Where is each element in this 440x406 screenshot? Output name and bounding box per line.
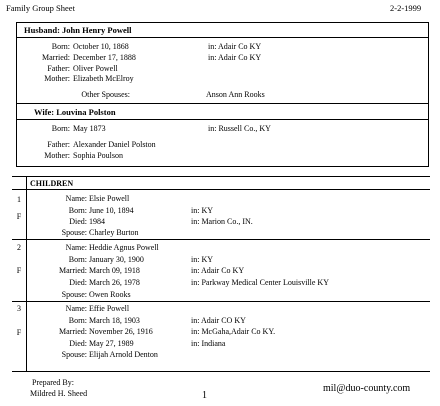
child-2-born-place: in: KY (191, 255, 213, 264)
page-number: 1 (202, 390, 207, 401)
child-2-born-label: Born: (68, 255, 87, 264)
child-2-born: January 30, 1900 (89, 255, 144, 264)
wife-father-label: Father: (47, 140, 70, 149)
husband-born-value: October 10, 1868 (73, 42, 129, 51)
child-1-name-label: Name: (65, 194, 87, 203)
child-1-number: 1 (17, 195, 21, 204)
children-header-rule (12, 189, 430, 190)
child-2-sex: F (16, 266, 22, 275)
children-number-column-rule (26, 176, 27, 372)
child-2-number: 2 (17, 243, 21, 252)
prepared-by-label: Prepared By: (32, 378, 74, 387)
husband-father-value: Oliver Powell (73, 64, 118, 73)
child-2-married-place: in: Adair Co KY (191, 266, 245, 275)
child-3-spouse-label: Spouse: (61, 350, 87, 359)
child-1-born: June 10, 1894 (89, 206, 134, 215)
husband-mother-label: Mother: (44, 74, 70, 83)
husband-father-label: Father: (47, 64, 70, 73)
child-1-born-label: Born: (68, 206, 87, 215)
child-3-born-label: Born: (68, 316, 87, 325)
child-1-died: 1984 (89, 217, 105, 226)
child-2-spouse: Owen Rooks (89, 290, 131, 299)
husband-married-place: in: Adair Co KY (208, 53, 262, 62)
husband-other-spouses-label: Other Spouses: (81, 90, 130, 99)
husband-heading: Husband: John Henry Powell (24, 25, 132, 35)
husband-born-place: in: Adair Co KY (208, 42, 262, 51)
contact-email[interactable]: mil@duo-county.com (323, 383, 411, 394)
preparer-name: Mildred H. Sheed (30, 389, 88, 398)
child-1-spouse: Charley Burton (89, 228, 139, 237)
husband-other-spouses-value: Anson Ann Rooks (206, 90, 265, 99)
child-2-name-label: Name: (65, 243, 87, 252)
child-2-died-label: Died: (69, 278, 87, 287)
child-3-died: May 27, 1989 (89, 339, 134, 348)
child-3-married-label: Married: (59, 327, 87, 336)
child-3-died-label: Died: (69, 339, 87, 348)
child-3-married: November 26, 1916 (89, 327, 153, 336)
wife-born-place: in: Russell Co., KY (208, 124, 271, 133)
child-3-name: Effie Powell (89, 304, 130, 313)
child-2-married-label: Married: (59, 266, 87, 275)
wife-mother-label: Mother: (44, 151, 70, 160)
husband-divider (16, 37, 429, 38)
child-1-died-label: Died: (69, 217, 87, 226)
child-3-sex: F (16, 328, 22, 337)
husband-married-value: December 17, 1888 (73, 53, 136, 62)
husband-married-label: Married: (42, 53, 70, 62)
child-2-died: March 26, 1978 (89, 278, 140, 287)
child-1-born-place: in: KY (191, 206, 213, 215)
child-3-born: March 18, 1903 (89, 316, 140, 325)
child-1-name: Elsie Powell (89, 194, 130, 203)
children-top-rule (12, 176, 430, 177)
wife-divider (16, 119, 429, 120)
wife-born-label: Born: (51, 124, 70, 133)
husband-mother-value: Elizabeth McElroy (73, 74, 134, 83)
child-3-spouse: Elijah Arnold Denton (89, 350, 158, 359)
wife-heading: Wife: Louvina Polston (34, 107, 116, 117)
husband-born-label: Born: (51, 42, 70, 51)
child-1-spouse-label: Spouse: (61, 228, 87, 237)
child-3-bottom-rule (12, 371, 430, 372)
child-1-bottom-rule (12, 239, 430, 240)
child-2-name: Heddie Agnus Powell (89, 243, 159, 252)
child-3-born-place: in: Adair CO KY (191, 316, 246, 325)
child-2-bottom-rule (12, 301, 430, 302)
document-date: 2-2-1999 (390, 3, 422, 13)
child-1-sex: F (16, 212, 22, 221)
wife-mother-value: Sophia Poulson (73, 151, 124, 160)
child-3-number: 3 (17, 304, 21, 313)
wife-father-value: Alexander Daniel Polston (73, 140, 156, 149)
child-2-died-place: in: Parkway Medical Center Louisville KY (191, 278, 329, 287)
child-3-name-label: Name: (65, 304, 87, 313)
wife-born-value: May 1873 (73, 124, 106, 133)
document-title: Family Group Sheet (6, 3, 75, 13)
child-2-spouse-label: Spouse: (61, 290, 87, 299)
child-3-married-place: in: McGaha,Adair Co KY. (191, 327, 276, 336)
child-1-died-place: in: Marion Co., IN. (191, 217, 253, 226)
children-heading: CHILDREN (30, 179, 74, 188)
child-3-died-place: in: Indiana (191, 339, 226, 348)
child-2-married: March 09, 1918 (89, 266, 140, 275)
